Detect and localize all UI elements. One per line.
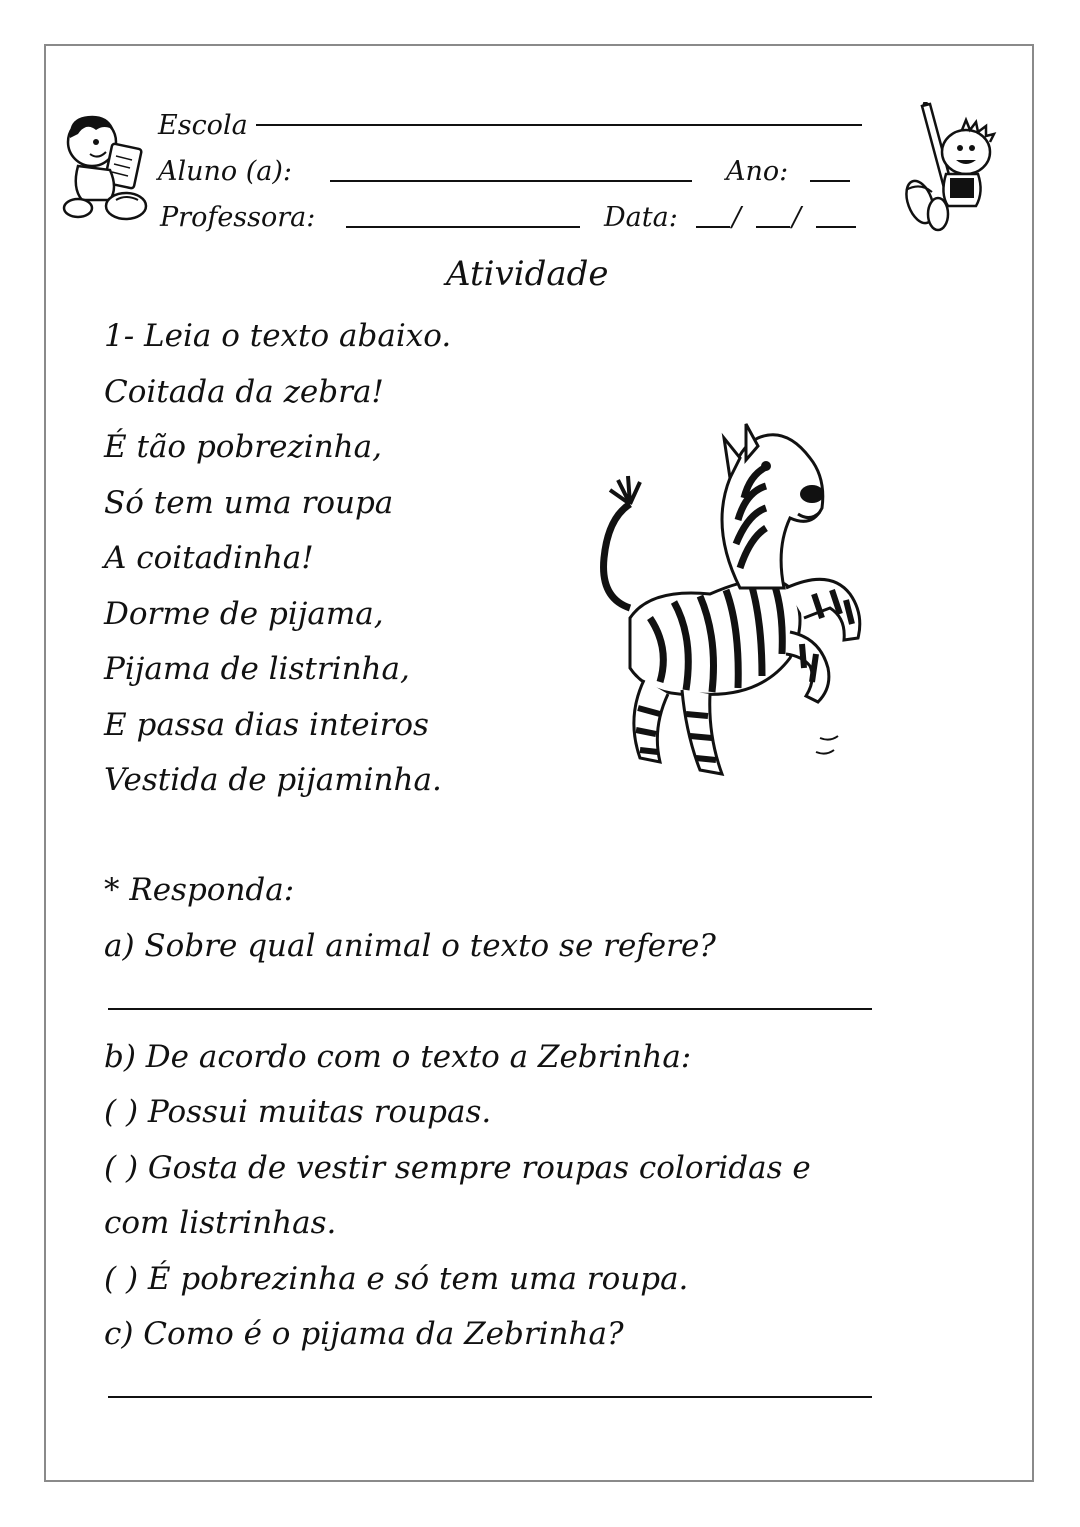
school-label: Escola	[158, 110, 248, 141]
zebra-icon	[590, 418, 890, 794]
option-b3[interactable]: ( ) É pobrezinha e só tem uma roupa.	[104, 1261, 689, 1297]
date-year-field[interactable]	[816, 226, 856, 228]
instruction: 1- Leia o texto abaixo.	[104, 318, 452, 354]
school-field[interactable]	[256, 124, 862, 126]
student-label: Aluno (a):	[158, 156, 293, 187]
poem-line: Pijama de listrinha,	[104, 651, 410, 687]
teacher-field[interactable]	[346, 226, 580, 228]
option-b2-continuation: com listrinhas.	[104, 1205, 337, 1241]
poem-line: Coitada da zebra!	[104, 374, 384, 410]
date-month-field[interactable]	[756, 226, 790, 228]
date-day-field[interactable]	[696, 226, 730, 228]
option-b1[interactable]: ( ) Possui muitas roupas.	[104, 1094, 492, 1130]
answer-a-line[interactable]	[108, 1008, 872, 1010]
poem-line: Vestida de pijaminha.	[104, 762, 442, 798]
answer-c-line[interactable]	[108, 1396, 872, 1398]
date-separator: /	[792, 202, 802, 233]
poem-line: É tão pobrezinha,	[104, 429, 382, 465]
student-field[interactable]	[330, 180, 692, 182]
page-title: Atividade	[446, 254, 609, 294]
boy-reading-icon	[60, 108, 152, 224]
poem-line: A coitadinha!	[104, 540, 314, 576]
question-a: a) Sobre qual animal o texto se refere?	[104, 928, 716, 964]
teacher-label: Professora:	[160, 202, 316, 233]
poem-line: E passa dias inteiros	[104, 707, 429, 743]
poem-line: Só tem uma roupa	[104, 485, 394, 521]
date-label: Data:	[604, 202, 678, 233]
question-b: b) De acordo com o texto a Zebrinha:	[104, 1039, 692, 1075]
question-c: c) Como é o pijama da Zebrinha?	[104, 1316, 624, 1352]
year-field[interactable]	[810, 180, 850, 182]
option-b2[interactable]: ( ) Gosta de vestir sempre roupas coloridas e	[104, 1150, 811, 1186]
poem-line: Dorme de pijama,	[104, 596, 384, 632]
questions-heading: * Responda:	[104, 872, 295, 908]
boy-with-pencil-icon	[900, 102, 1012, 232]
year-label: Ano:	[726, 156, 789, 187]
date-separator: /	[732, 202, 742, 233]
